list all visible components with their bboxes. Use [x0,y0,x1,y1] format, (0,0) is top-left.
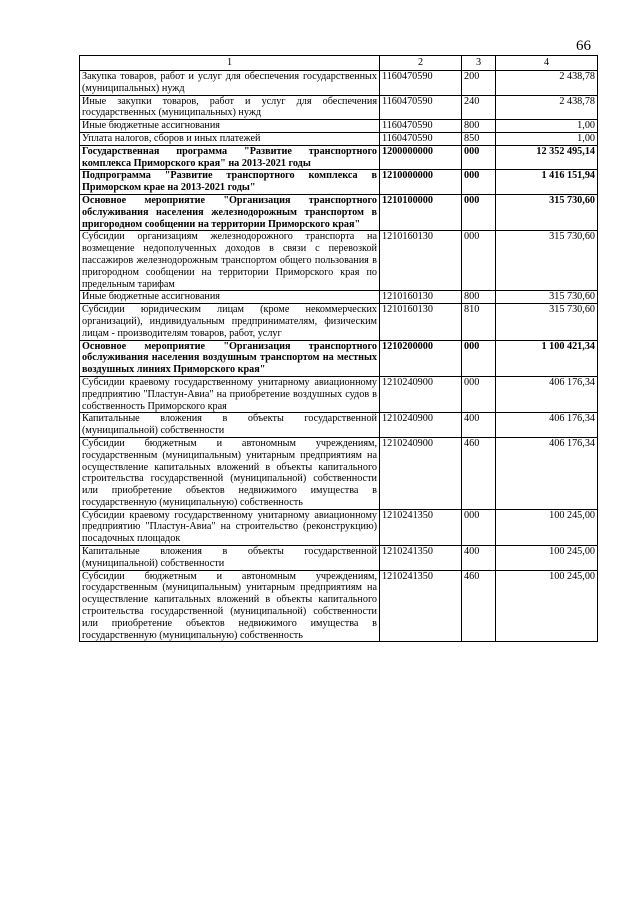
row-sum: 100 245,00 [496,570,598,642]
row-description: Подпрограмма "Развитие транспортного комплекса в Приморском крае на 2013-2021 годы" [80,170,380,195]
table-row [80,231,598,291]
row-code: 1160470590 [380,95,462,120]
column-header: 3 [462,56,496,71]
row-description: Субсидии бюджетным и автономным учреждениям, государственным (муниципальным) унитарным предприятиям на осуществление капитальных вложений в объекты капитального строительства государственной (муниципальной) собственности или приобретение объектов недвижимого имущества в государственную (муниципальную) собственность [80,570,380,642]
table-row [80,95,598,120]
row-type: 240 [462,95,496,120]
row-code: 1210240900 [380,413,462,438]
table-row [80,194,598,230]
row-sum: 406 176,34 [496,437,598,509]
column-header: 4 [496,56,598,71]
table-row [80,71,598,96]
row-type: 000 [462,145,496,170]
row-description: Субсидии юридическим лицам (кроме некоммерческих организаций), индивидуальным предпринимателям, физическим лицам - производителям товаров, работ, услуг [80,304,380,340]
table-row [80,570,598,642]
row-type: 800 [462,120,496,133]
column-header: 2 [380,56,462,71]
row-type: 000 [462,231,496,291]
row-type: 850 [462,132,496,145]
row-code: 1210240900 [380,437,462,509]
row-sum: 406 176,34 [496,413,598,438]
row-code: 1160470590 [380,71,462,96]
row-description: Иные закупки товаров, работ и услуг для обеспечения государственных (муниципальных) нужд [80,95,380,120]
row-sum: 406 176,34 [496,376,598,412]
row-description: Закупка товаров, работ и услуг для обеспечения государственных (муниципальных) нужд [80,71,380,96]
row-sum: 2 438,78 [496,95,598,120]
row-description: Основное мероприятие "Организация транспортного обслуживания населения воздушным транспортом на местных воздушных линиях Приморского края" [80,340,380,376]
row-type: 800 [462,291,496,304]
row-sum: 315 730,60 [496,194,598,230]
row-description: Государственная программа "Развитие транспортного комплекса Приморского края" на 2013-2021 годы [80,145,380,170]
table-row [80,413,598,438]
table-row [80,132,598,145]
row-sum: 1 416 151,94 [496,170,598,195]
row-code: 1210241350 [380,546,462,571]
table-row [80,509,598,545]
row-code: 1210160130 [380,231,462,291]
row-type: 000 [462,194,496,230]
row-sum: 12 352 495,14 [496,145,598,170]
row-code: 1210160130 [380,291,462,304]
row-sum: 1 100 421,34 [496,340,598,376]
row-description: Субсидии организациям железнодорожного транспорта на возмещение недополученных доходов в связи с перевозкой пассажиров железнодорожным транспортом общего пользования в пригородном сообщении на территории Приморского края по предельным тарифам [80,231,380,291]
row-description: Капитальные вложения в объекты государственной (муниципальной) собственности [80,413,380,438]
row-code: 1200000000 [380,145,462,170]
row-type: 200 [462,71,496,96]
row-sum: 100 245,00 [496,509,598,545]
row-type: 460 [462,437,496,509]
row-code: 1160470590 [380,120,462,133]
table-row [80,120,598,133]
table-row [80,340,598,376]
row-description: Основное мероприятие "Организация транспортного обслуживания населения железнодорожным транспортом в пригородном сообщении на территории Приморского края" [80,194,380,230]
row-code: 1210000000 [380,170,462,195]
row-description: Субсидии краевому государственному унитарному авиационному предприятию "Пластун-Авиа" на строительство (реконструкцию) посадочных площадок [80,509,380,545]
table-header-row [80,56,598,71]
table-row [80,145,598,170]
row-sum: 315 730,60 [496,291,598,304]
budget-table [79,55,598,642]
row-description: Иные бюджетные ассигнования [80,291,380,304]
table-row [80,170,598,195]
row-type: 400 [462,546,496,571]
row-code: 1160470590 [380,132,462,145]
table-row [80,546,598,571]
table-row [80,291,598,304]
row-type: 000 [462,340,496,376]
row-description: Капитальные вложения в объекты государственной (муниципальной) собственности [80,546,380,571]
row-type: 000 [462,509,496,545]
row-sum: 100 245,00 [496,546,598,571]
row-code: 1210200000 [380,340,462,376]
table-row [80,304,598,340]
row-code: 1210160130 [380,304,462,340]
row-code: 1210241350 [380,570,462,642]
row-type: 000 [462,376,496,412]
row-description: Субсидии бюджетным и автономным учреждениям, государственным (муниципальным) унитарным предприятиям на осуществление капитальных вложений в объекты капитального строительства государственной (муниципальной) собственности или приобретение объектов недвижимого имущества в государственную (муниципальную) собственность [80,437,380,509]
row-type: 400 [462,413,496,438]
row-type: 810 [462,304,496,340]
row-description: Иные бюджетные ассигнования [80,120,380,133]
row-sum: 315 730,60 [496,304,598,340]
row-type: 460 [462,570,496,642]
row-code: 1210240900 [380,376,462,412]
row-code: 1210241350 [380,509,462,545]
row-code: 1210100000 [380,194,462,230]
row-sum: 1,00 [496,132,598,145]
row-type: 000 [462,170,496,195]
budget-table-body [80,56,598,642]
column-header: 1 [80,56,380,71]
page-number: 66 [576,38,591,54]
table-row [80,376,598,412]
row-sum: 2 438,78 [496,71,598,96]
row-sum: 315 730,60 [496,231,598,291]
row-sum: 1,00 [496,120,598,133]
row-description: Уплата налогов, сборов и иных платежей [80,132,380,145]
table-row [80,437,598,509]
row-description: Субсидии краевому государственному унитарному авиационному предприятию "Пластун-Авиа" на приобретение воздушных судов в собственность Приморского края [80,376,380,412]
